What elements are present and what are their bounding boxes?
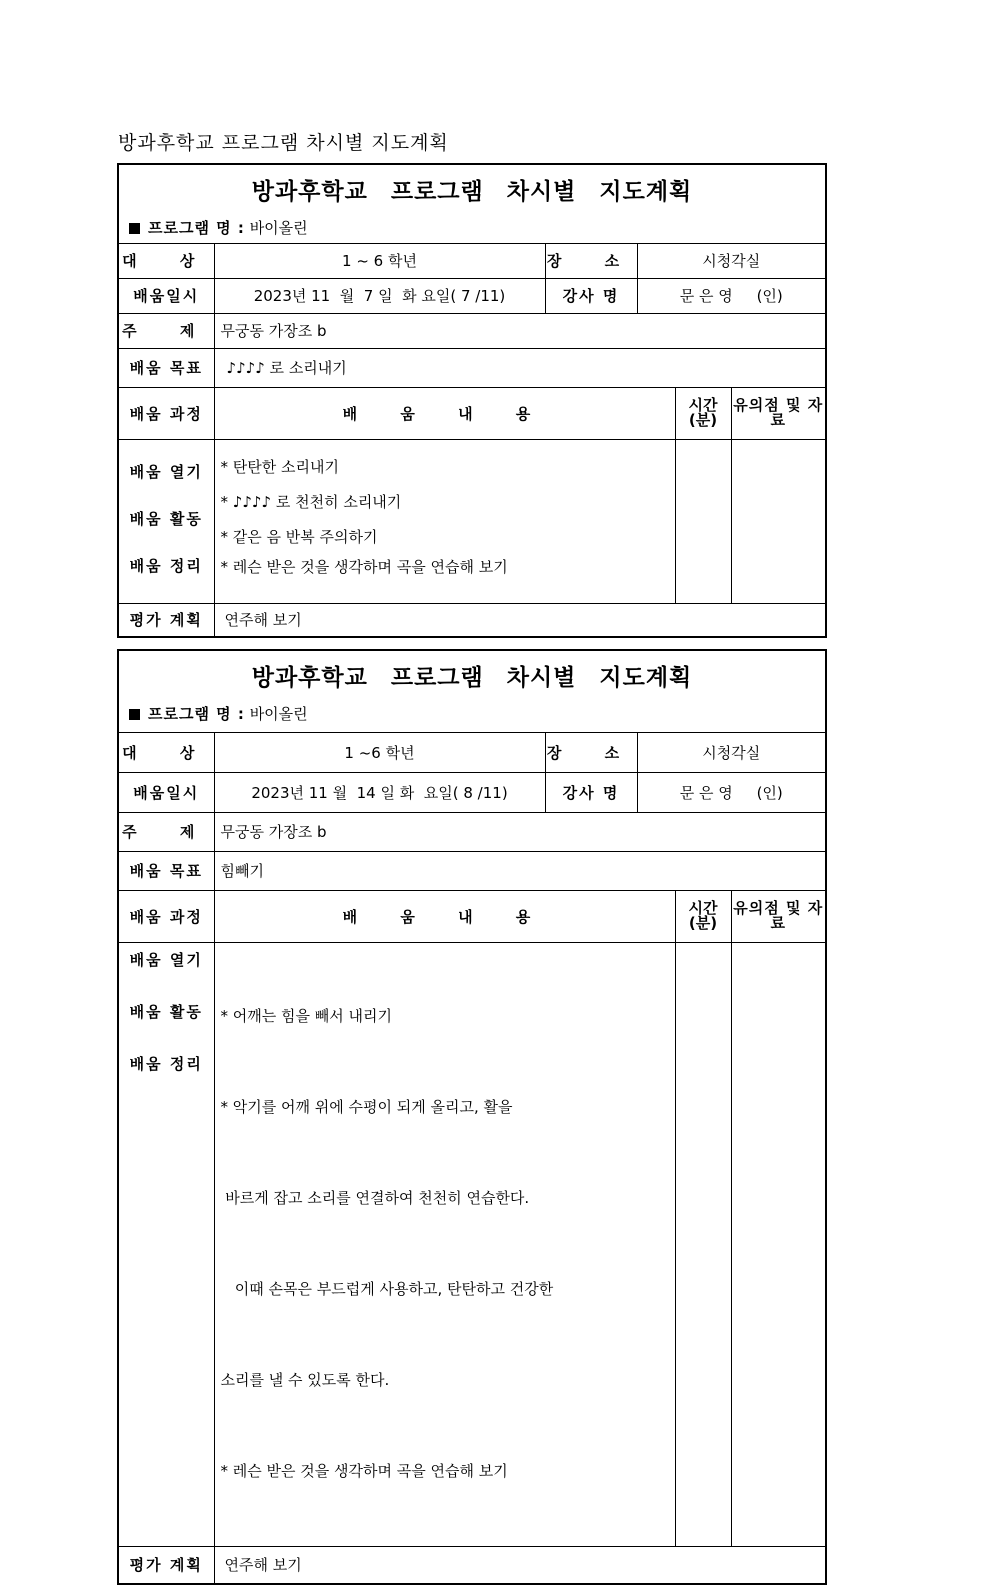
stage-activity: 배움 활동 xyxy=(129,1002,203,1021)
date-label: 배움일시 xyxy=(118,772,214,812)
goal-value: 힘빼기 xyxy=(214,851,826,890)
program-name: 바이올린 xyxy=(249,219,308,237)
target-label: 대 상 xyxy=(118,732,214,772)
notes-cell xyxy=(731,439,826,603)
goal-label: 배움 목표 xyxy=(118,851,214,890)
content-line: * 탄탄한 소리내기 xyxy=(220,457,339,476)
time-cell xyxy=(675,439,731,603)
content-label: 배 움 내 용 xyxy=(214,387,675,439)
program-line xyxy=(129,217,825,238)
content-line: * ♪♪♪♪ 로 천천히 소리내기 xyxy=(220,492,402,511)
evaluation-label: 평가 계획 xyxy=(118,603,214,637)
date-label: 배움일시 xyxy=(118,278,214,313)
stage-cell xyxy=(118,942,214,1546)
place-label: 장 소 xyxy=(545,732,637,772)
process-label: 배움 과정 xyxy=(118,890,214,942)
target-value: 1 ~6 학년 xyxy=(214,732,545,772)
program-label: 프로그램 명 : xyxy=(148,705,245,723)
stage-opening: 배움 열기 xyxy=(129,462,203,481)
notes-cell xyxy=(731,942,826,1546)
goal-value: ♪♪♪♪ 로 소리내기 xyxy=(214,348,826,387)
lesson-plan-table-1 xyxy=(117,163,827,638)
content-cell xyxy=(214,942,675,1546)
square-bullet-icon xyxy=(129,709,140,720)
teacher-label: 강사 명 xyxy=(545,278,637,313)
plan-title: 방과후학교 프로그램 차시별 지도계획 xyxy=(251,665,693,691)
plan-header xyxy=(118,650,826,732)
evaluation-value: 연주해 보기 xyxy=(214,1546,826,1584)
target-value: 1 ~ 6 학년 xyxy=(214,243,545,278)
stage-activity: 배움 활동 xyxy=(129,509,203,528)
content-cell xyxy=(214,439,675,603)
theme-value: 무궁동 가장조 b xyxy=(214,313,826,348)
notes-label: 유의점 및 자료 xyxy=(731,387,826,439)
program-label: 프로그램 명 : xyxy=(148,219,245,237)
content-line: * 악기를 어깨 위에 수평이 되게 올리고, 활을 xyxy=(220,1097,513,1116)
content-line: 소리를 낼 수 있도록 한다. xyxy=(220,1370,390,1389)
teacher-label: 강사 명 xyxy=(545,772,637,812)
process-label: 배움 과정 xyxy=(118,387,214,439)
time-label: 시간 (분) xyxy=(675,890,731,942)
place-value: 시청각실 xyxy=(637,732,826,772)
place-label: 장 소 xyxy=(545,243,637,278)
evaluation-label: 평가 계획 xyxy=(118,1546,214,1584)
time-cell xyxy=(675,942,731,1546)
content-line: * 레슨 받은 것을 생각하며 곡을 연습해 보기 xyxy=(220,1461,508,1480)
content-label: 배 움 내 용 xyxy=(214,890,675,942)
theme-label: 주 제 xyxy=(118,313,214,348)
teacher-value: 문 은 영 (인) xyxy=(637,772,826,812)
stage-cell xyxy=(118,439,214,603)
lesson-plan-table-2 xyxy=(117,649,827,1585)
program-name: 바이올린 xyxy=(249,705,308,723)
date-value: 2023년 11 월 14 일 화 요일( 8 /11) xyxy=(214,772,545,812)
program-line xyxy=(129,703,825,724)
theme-label: 주 제 xyxy=(118,812,214,851)
plan-title: 방과후학교 프로그램 차시별 지도계획 xyxy=(251,179,693,205)
content-line: 이때 손목은 부드럽게 사용하고, 탄탄하고 건강한 xyxy=(220,1279,554,1298)
theme-value: 무궁동 가장조 b xyxy=(214,812,826,851)
stage-opening: 배움 열기 xyxy=(129,950,203,969)
content-line: * 같은 음 반복 주의하기 xyxy=(220,527,378,546)
place-value: 시청각실 xyxy=(637,243,826,278)
square-bullet-icon xyxy=(129,223,140,234)
target-label: 대 상 xyxy=(118,243,214,278)
teacher-value: 문 은 영 (인) xyxy=(637,278,826,313)
content-line: * 레슨 받은 것을 생각하며 곡을 연습해 보기 xyxy=(220,557,508,576)
stage-closing: 배움 정리 xyxy=(129,1054,203,1073)
content-line: * 어깨는 힘을 빼서 내리기 xyxy=(220,1006,392,1025)
goal-label: 배움 목표 xyxy=(118,348,214,387)
notes-label: 유의점 및 자료 xyxy=(731,890,826,942)
plan-header xyxy=(118,164,826,243)
stage-closing: 배움 정리 xyxy=(129,556,203,575)
document-heading: 방과후학교 프로그램 차시별 지도계획 xyxy=(118,132,449,154)
content-line: 바르게 잡고 소리를 연결하여 천천히 연습한다. xyxy=(220,1188,530,1207)
evaluation-value: 연주해 보기 xyxy=(214,603,826,637)
date-value: 2023년 11 월 7 일 화 요일( 7 /11) xyxy=(214,278,545,313)
time-label: 시간 (분) xyxy=(675,387,731,439)
